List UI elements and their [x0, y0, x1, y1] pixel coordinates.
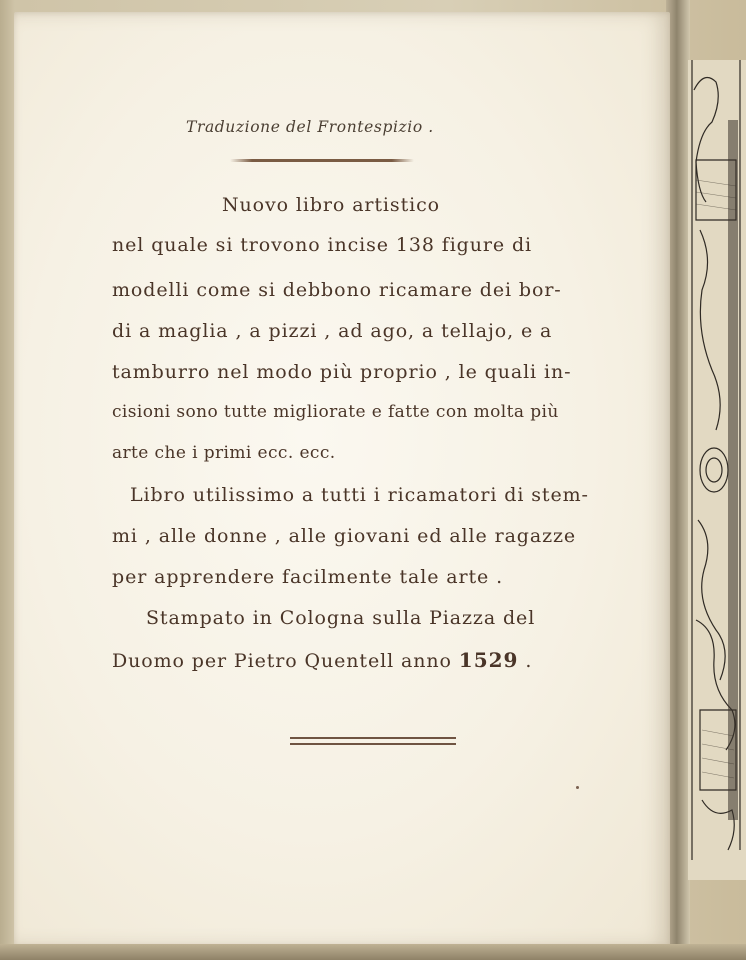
text-line-9: mi , alle donne , alle giovani ed alle ragazze [112, 525, 577, 547]
book-bottom-edge [0, 944, 746, 960]
text-line-12 [112, 648, 532, 672]
text-line-8: Libro utilissimo a tutti i ricamatori di stem- [130, 484, 589, 506]
text-line-11: Stampato in Cologna sulla Piazza del [146, 607, 536, 629]
last-line-end: . [518, 650, 533, 672]
text-line-10: per apprendere facilmente tale arte . [112, 566, 504, 588]
page-heading: Traduzione del Frontespizio . [186, 118, 434, 136]
woodcut-illustration [688, 60, 746, 880]
text-line-3: modelli come si debbono ricamare dei bor- [112, 279, 562, 301]
ink-speck [576, 786, 579, 789]
heading-rule [230, 159, 414, 162]
translation-page [14, 12, 670, 947]
text-line-6: cisioni sono tutte migliorate e fatte con molta più [112, 402, 559, 422]
last-line-text: Duomo per Pietro Quentell anno [112, 650, 452, 672]
publication-year: 1529 [458, 648, 519, 672]
text-line-5: tamburro nel modo più proprio , le quali in- [112, 361, 572, 383]
facing-page-woodcut [688, 60, 746, 880]
text-line-2: nel quale si trovono incise 138 figure di [112, 234, 532, 256]
closing-double-rule [290, 737, 456, 745]
text-line-4: di a maglia , a pizzi , ad ago, a tellajo, e a [112, 320, 553, 342]
text-line-1: Nuovo libro artistico [222, 194, 440, 216]
text-line-7: arte che i primi ecc. ecc. [112, 443, 336, 463]
